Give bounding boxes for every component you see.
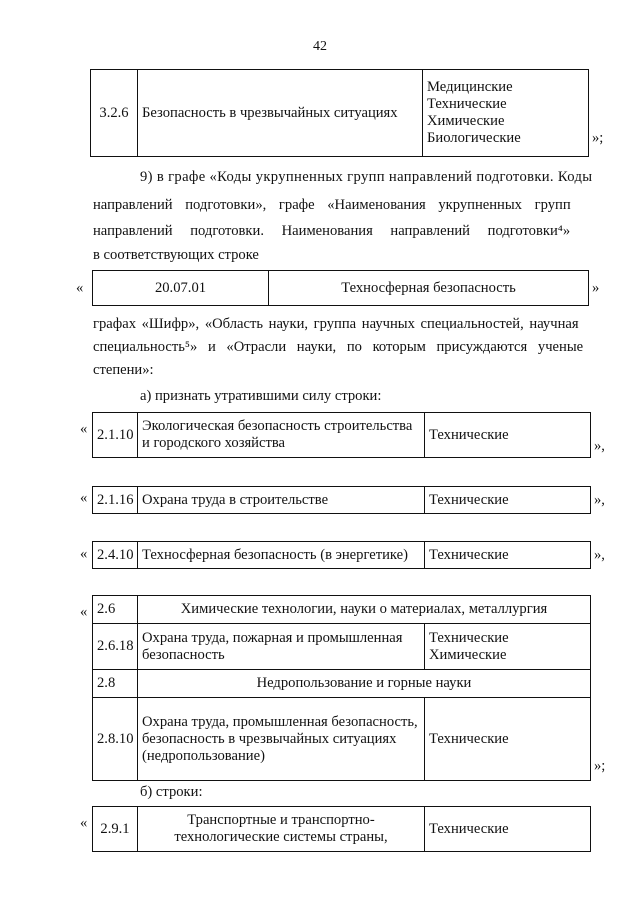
group-code-cell: 2.6 [93,596,138,624]
paragraph-9-line-4: в соответствующих строке [93,247,259,263]
table-2-6-2-8 [92,595,591,781]
code-cell: 2.1.10 [93,413,138,458]
group-name-cell: Химические технологии, науки о материалах, металлургия [138,596,591,624]
paragraph-9b-line-1: графах «Шифр», «Область науки, группа научных специальностей, научная [93,316,579,332]
opening-quote: « [76,280,84,296]
name-cell: Техносферная безопасность (в энергетике) [138,542,425,569]
branch-cell: Технические [425,807,591,852]
table-3-2-6 [90,69,589,157]
branch-item: Биологические [427,130,521,146]
code-cell: 20.07.01 [93,271,269,306]
branch-item: Медицинские [427,79,513,95]
branch-item: Технические [427,96,507,112]
paragraph-9b-line-3: степени»: [93,362,154,378]
code-cell: 2.9.1 [93,807,138,852]
name-cell: Техносферная безопасность [269,271,589,306]
closing-quote: », [594,438,605,454]
name-cell: Охрана труда, промышленная безопасность, безопасность в чрезвычайных ситуациях (недропользование) [138,698,425,781]
closing-quote: », [594,547,605,563]
branches-cell [423,70,589,157]
paragraph-9b-line-2: специальность⁵» и «Отрасли науки, по которым присуждаются ученые [93,339,584,355]
table-20-07-01 [92,270,589,306]
opening-quote: « [80,604,88,620]
opening-quote: « [80,490,88,506]
closing-quote: » [592,280,600,296]
opening-quote: « [80,546,88,562]
group-name-cell: Недропользование и горные науки [138,670,591,698]
table-2-4-10 [92,541,591,569]
branch-item: Химические [429,646,507,663]
subpoint-a-label: а) признать утратившими силу строки: [140,388,382,404]
paragraph-9-line-2: направлений подготовки», графе «Наименования укрупненных групп [93,197,571,213]
table-2-1-10 [92,412,591,458]
code-cell: 3.2.6 [91,70,138,157]
paragraph-9-line-1: 9) в графе «Коды укрупненных групп направлений подготовки. Коды [140,169,593,185]
branch-item: Технические [429,629,509,646]
code-cell: 2.4.10 [93,542,138,569]
table-2-9-1 [92,806,591,852]
paragraph-9-line-3: направлений подготовки. Наименования направлений подготовки⁴» [93,223,571,239]
branch-item: Химические [427,113,505,129]
opening-quote: « [80,815,88,831]
closing-quote: »; [594,758,606,774]
code-cell: 2.8.10 [93,698,138,781]
branch-cell: Технические [425,413,591,458]
opening-quote: « [80,421,88,437]
closing-quote: », [594,492,605,508]
page-number: 42 [313,39,327,54]
name-cell: Охрана труда в строительстве [138,487,425,514]
name-cell: Безопасность в чрезвычайных ситуациях [138,70,423,157]
branch-cell: Технические [425,542,591,569]
code-cell: 2.1.16 [93,487,138,514]
closing-quote: »; [592,130,604,146]
code-cell: 2.6.18 [93,624,138,670]
name-cell: Экологическая безопасность строительства и городского хозяйства [138,413,425,458]
branches-cell [425,624,591,670]
subpoint-b-label: б) строки: [140,784,203,800]
branch-cell: Технические [425,698,591,781]
group-code-cell: 2.8 [93,670,138,698]
table-2-1-16 [92,486,591,514]
branch-cell: Технические [425,487,591,514]
name-cell: Охрана труда, пожарная и промышленная безопасность [138,624,425,670]
name-cell: Транспортные и транспортно-технологические системы страны, [138,807,425,852]
